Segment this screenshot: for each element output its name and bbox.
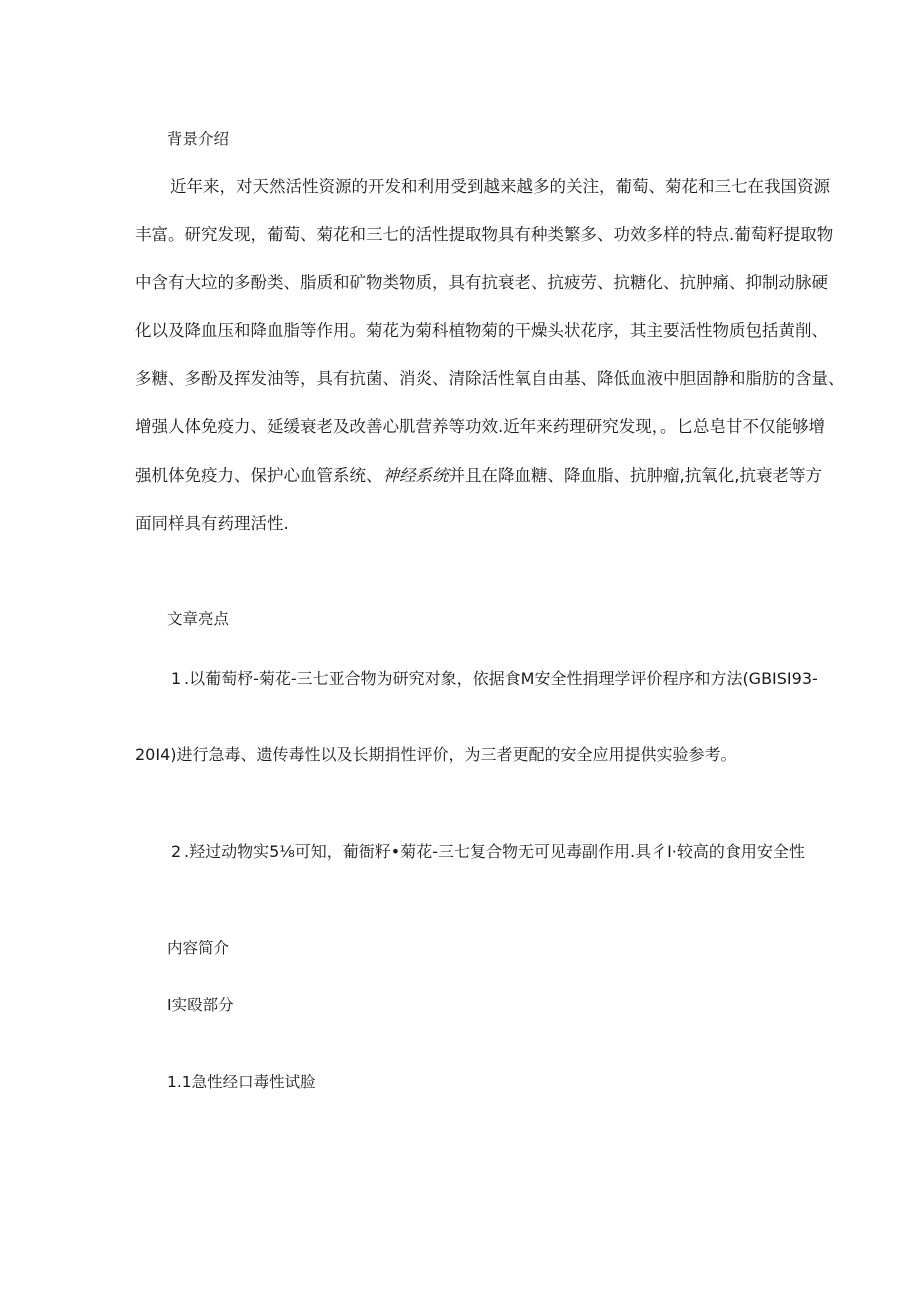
acute-toxicity-subheading: 1.1急性经口毒性试脸 <box>167 1073 316 1091</box>
highlight-2-number: 2 <box>171 842 182 861</box>
background-line-7-end: 并且在降血糖、降血脂、抗肿瘤,抗氧化,抗衰老等方 <box>448 466 822 485</box>
background-line-7-italic: 神经系统 <box>382 466 449 485</box>
background-line-7 <box>135 464 822 488</box>
background-line-4: 化以及降血压和降血脂等作用。菊花为菊科植物菊的干燥头状花序，其主要活性物质包括黄削、 <box>135 321 828 340</box>
background-line-3: 中含有大垃的多酚类、脂质和矿物类物质，具有抗衰老、抗疲劳、抗糖化、抗肿痛、抑制动脉硬 <box>135 273 828 292</box>
background-line-5: 多糖、多酚及挥发油等，具有抗菌、消炎、清除活性氧自由基、降低血液中胆固静和脂肪的含量、 <box>135 369 845 388</box>
background-line-2: 丰富。研究发现，葡萄、菊花和三七的活性提取物具有种类繁多、功效多样的特点.葡萄籽提取物 <box>135 225 834 244</box>
background-line-1: 近年来，对天然活性资源的开发和利用受到越来越多的关注，葡萄、菊花和三七在我国资源 <box>170 177 830 196</box>
background-line-7-start: 强机体免疫力、保护心血管系统、 <box>135 466 383 485</box>
background-heading: 背景介绍 <box>167 130 230 148</box>
background-line-6: 增强人体免疫力、延缓衰老及改善心肌营养等功效.近年来药理研究发现，。匕总皂甘不仅能够增 <box>135 417 825 436</box>
content-heading: 内容简介 <box>167 939 230 957</box>
highlight-1-number: 1 <box>171 669 182 688</box>
experiment-section-heading: I实殴部分 <box>167 996 234 1014</box>
background-line-8: 面同样具有药理活性. <box>135 514 289 533</box>
highlights-heading: 文章亮点 <box>167 610 230 628</box>
highlight-2-text: .羟过动物实5⅛可知，葡衙籽•菊花-三七复合物无可见毒副作用.具彳I·较高的食用安全性 <box>184 842 805 861</box>
highlight-1-line-1: .以葡萄杼-菊花-三七亚合物为研究对象，依据食M安全性捐理学评价程序和方法(GBISI93- <box>184 669 818 688</box>
highlight-1-line-2: 20I4)进行急毒、遗传毒性以及长期捐性评价，为三者更配的安全应用提供实验参考。 <box>135 745 737 764</box>
